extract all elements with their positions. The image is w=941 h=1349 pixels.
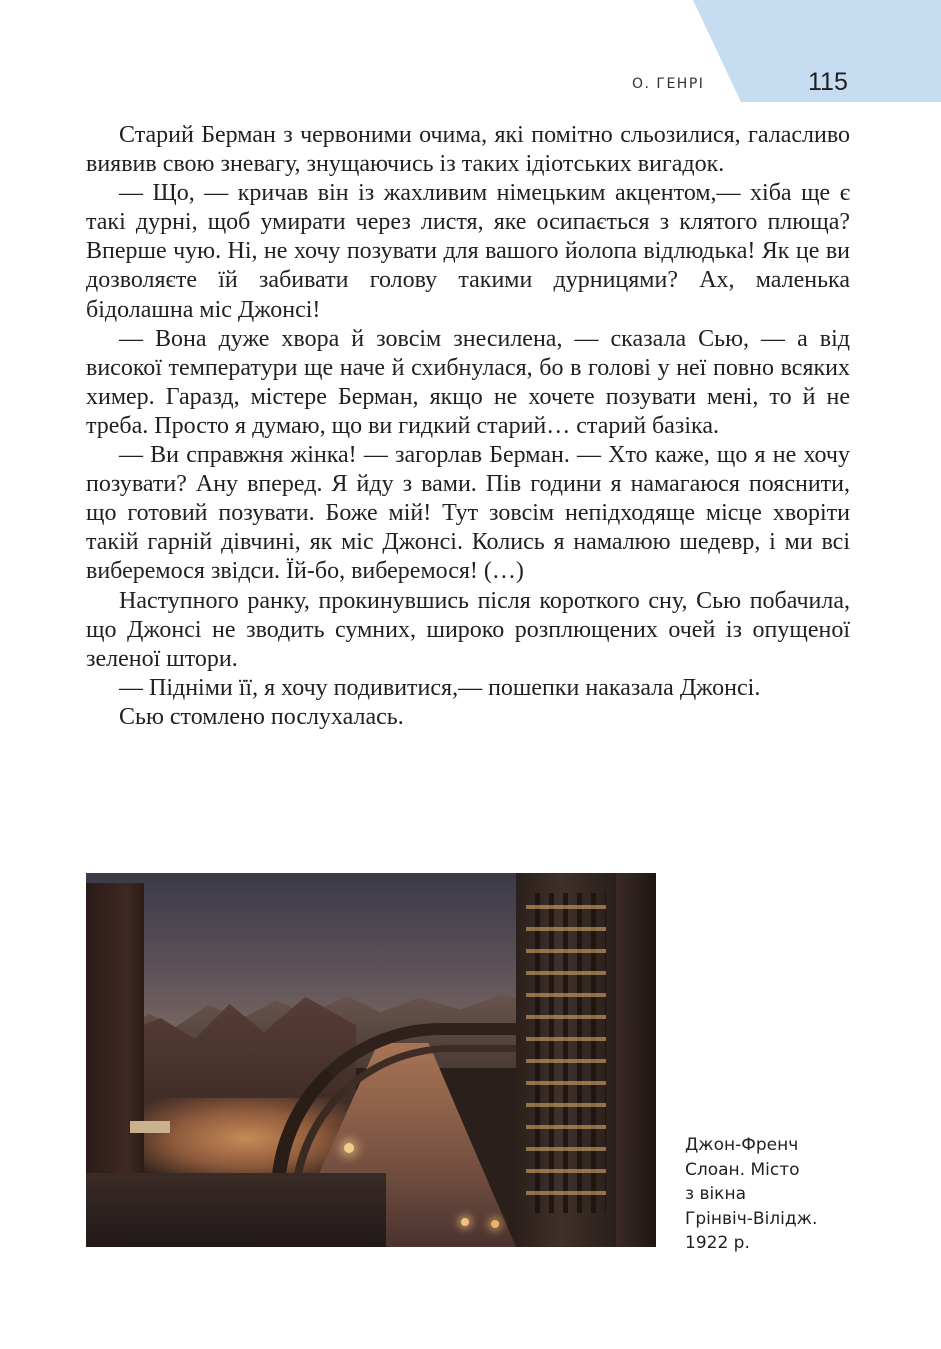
paragraph: — Вона дуже хвора й зовсім знесилена, — сказала Сью, — а від високої температури ще наче й схибнулася, бо в голові у неї повно всяких химер. Гаразд, містере Берман, якщо не хочете позувати мені, то й не треба. Просто я думаю, що ви гидкий старий… старий базіка. bbox=[86, 325, 850, 439]
caption-line: Джон-Френч bbox=[685, 1135, 799, 1155]
paragraph: Старий Берман з червоними очима, які помітно сльозилися, галасливо виявив свою зневагу, знущаючись із таких ідіотських вигадок. bbox=[86, 122, 850, 178]
caption-line: Грінвіч-Вілідж. bbox=[685, 1208, 818, 1229]
paragraph: — Що, — кричав він із жахливим німецьким акцентом,— хіба ще є такі дурні, щоб умирати через листя, яке осипається з клятого плюща? Вперше чую. Ні, не хочу позувати для вашого йолопа відлюдька! Як це ви дозволяєте їй забивати голову такими дурницями? Ах, маленька бідолашна міс Джонсі! bbox=[86, 180, 850, 323]
body-text bbox=[86, 121, 850, 732]
paragraph: Сью стомлено послухалась. bbox=[119, 703, 404, 730]
painting-foreground-roof bbox=[86, 1173, 386, 1247]
caption-line: 1922 р. bbox=[685, 1233, 750, 1253]
painting-image bbox=[86, 873, 656, 1247]
caption-line: Слоан. Місто bbox=[685, 1159, 800, 1180]
painting-sign bbox=[130, 1121, 170, 1133]
painting-lamp bbox=[344, 1143, 354, 1153]
paragraph: — Ви справжня жінка! — загорлав Берман. — Хто каже, що я не хочу позувати? Ану вперед. Я йду з вами. Пів години я намагаюся пояснити, що готовий позувати. Боже мій! Тут зовсім непідходяще місце хворіти такій гарній дівчині, як міс Джонсі. Колись я намалюю шедевр, і ми всі виберемося звідси. Їй-бо, виберемося! (…) bbox=[86, 442, 850, 585]
paragraph: Наступного ранку, прокинувшись після короткого сну, Сью побачила, що Джонсі не зводить сумних, широко розплющених очей із опущеної зеленої штори. bbox=[86, 587, 850, 672]
painting-right-edge bbox=[616, 873, 656, 1247]
painting-train-light bbox=[461, 1218, 469, 1226]
paragraph: — Підніми її, я хочу подивитися,— пошепки наказала Джонсі. bbox=[119, 674, 761, 701]
painting-train-light bbox=[491, 1220, 499, 1228]
painting-tower-windows bbox=[526, 893, 606, 1213]
figure-caption bbox=[685, 1133, 845, 1256]
page-number: 115 bbox=[808, 68, 848, 96]
caption-line: з вікна bbox=[685, 1184, 746, 1204]
running-head: О. ГЕНРІ bbox=[632, 76, 705, 92]
